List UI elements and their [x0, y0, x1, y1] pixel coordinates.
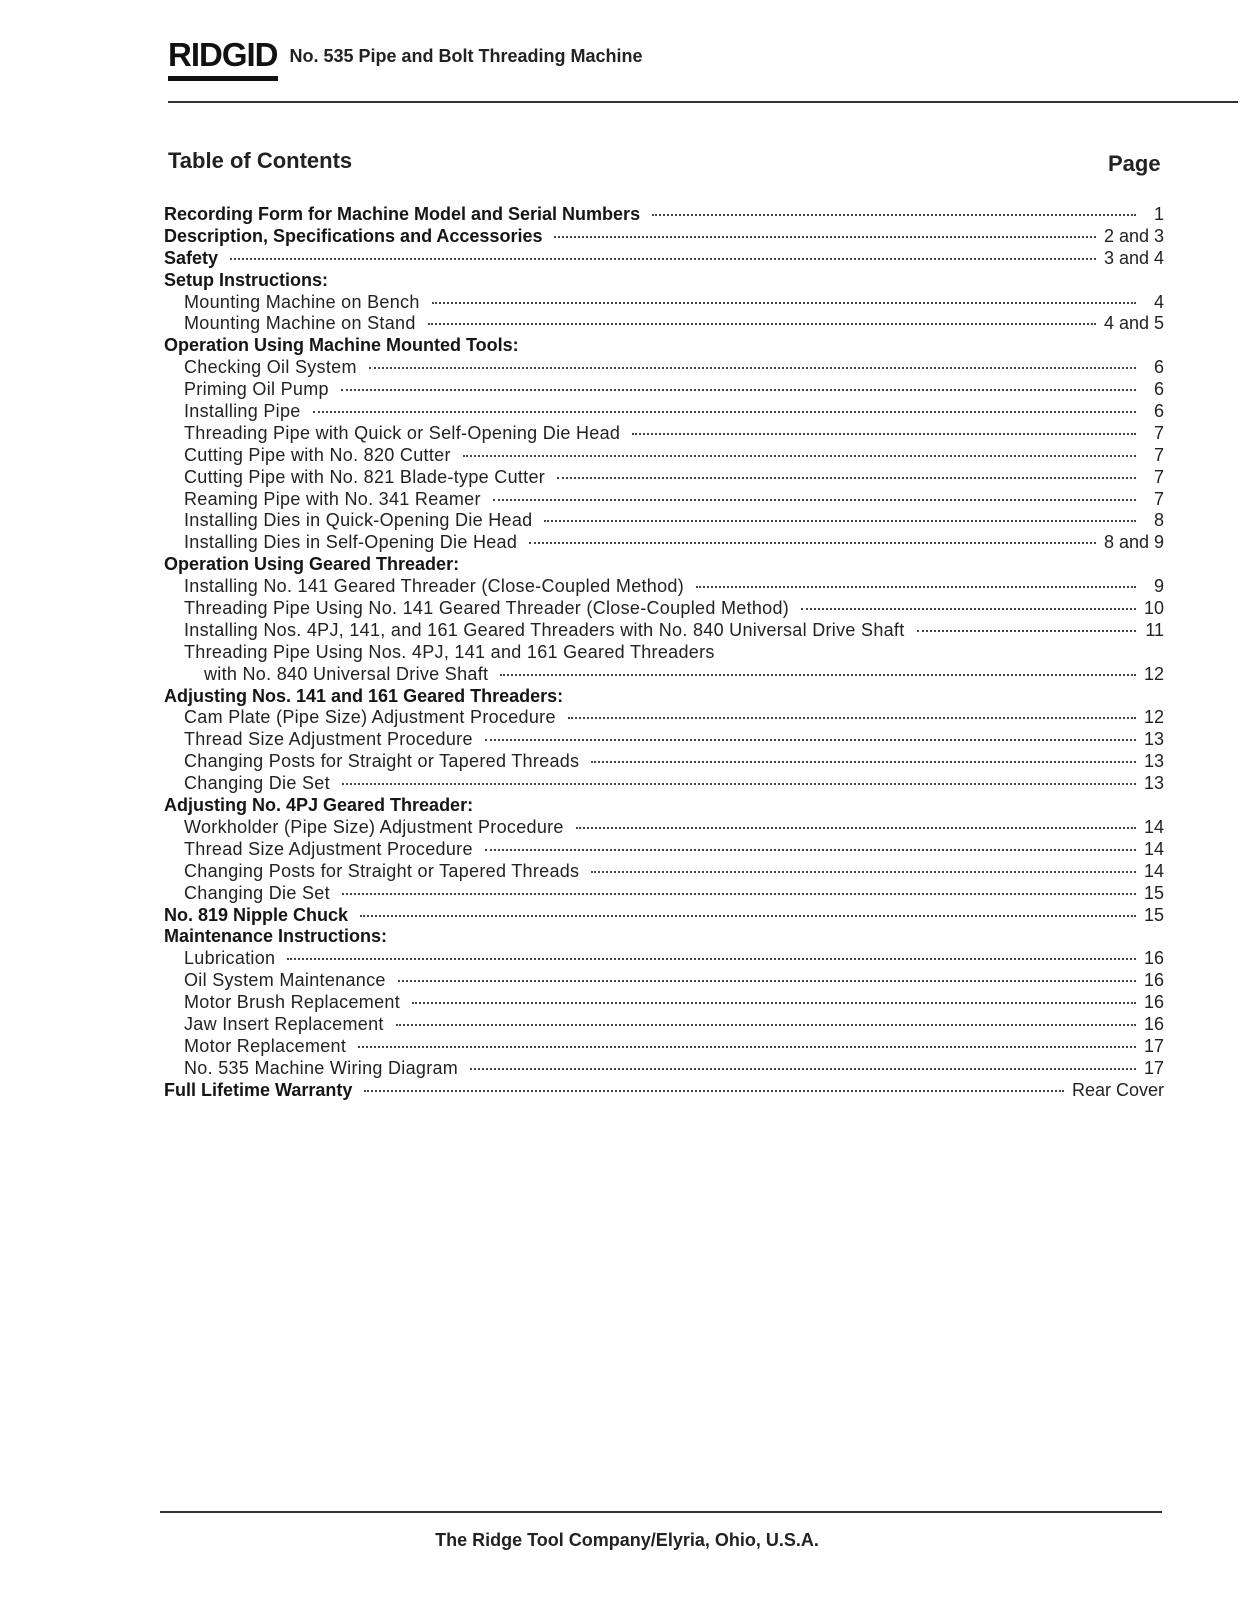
- toc-entry-page: 14: [1143, 860, 1164, 881]
- toc-entry-page: 15: [1143, 882, 1164, 903]
- toc-dot-leader: [544, 520, 1136, 522]
- toc-entry-title: Jaw Insert Replacement: [184, 1013, 384, 1034]
- toc-entry-title: Checking Oil System: [184, 357, 357, 378]
- toc-entry: [164, 270, 1164, 292]
- toc-entry: [164, 948, 1164, 970]
- toc-entry-title: Thread Size Adjustment Procedure: [184, 729, 473, 750]
- toc-dot-leader: [412, 1002, 1136, 1004]
- toc-entry-title: Cutting Pipe with No. 821 Blade-type Cutter: [184, 466, 546, 487]
- toc-entry: [164, 620, 1164, 642]
- toc-entry-page: 7: [1153, 466, 1164, 487]
- toc-entry-title: Changing Posts for Straight or Tapered Threads: [184, 860, 580, 881]
- toc-entry: [164, 642, 1164, 664]
- toc-dot-leader: [398, 980, 1136, 982]
- toc-entry: [164, 313, 1164, 335]
- toc-dot-leader: [576, 827, 1136, 829]
- table-of-contents: [164, 204, 1164, 1102]
- toc-entry-page: 8: [1153, 510, 1164, 531]
- toc-dot-leader: [493, 499, 1136, 501]
- toc-entry: [164, 883, 1164, 905]
- toc-entry: [164, 1014, 1164, 1036]
- toc-entry: [164, 751, 1164, 773]
- brand-logo: [168, 38, 278, 81]
- toc-entry: [164, 905, 1164, 927]
- toc-entry-title: Maintenance Instructions:: [164, 926, 388, 947]
- toc-entry-page: 16: [1143, 992, 1164, 1013]
- toc-entry-page: 12: [1143, 707, 1164, 728]
- toc-entry-title: Changing Posts for Straight or Tapered Threads: [184, 751, 580, 772]
- brand-logo-text: RIDGID: [168, 36, 278, 73]
- toc-entry-page: 3 and 4: [1103, 247, 1164, 268]
- toc-dot-leader: [696, 586, 1136, 588]
- toc-dot-leader: [342, 893, 1136, 895]
- toc-entry-title: Operation Using Machine Mounted Tools:: [164, 335, 519, 356]
- toc-entry: [164, 1080, 1164, 1102]
- toc-entry-title: Oil System Maintenance: [184, 970, 386, 991]
- toc-dot-leader: [358, 1046, 1136, 1048]
- toc-entry-page: 13: [1143, 729, 1164, 750]
- toc-dot-leader: [313, 411, 1136, 413]
- toc-entry: [164, 204, 1164, 226]
- page-header: [168, 38, 643, 81]
- toc-entry-page: 17: [1143, 1057, 1164, 1078]
- toc-dot-leader: [500, 674, 1136, 676]
- toc-entry: [164, 707, 1164, 729]
- toc-entry-title: Threading Pipe Using No. 141 Geared Threader (Close-Coupled Method): [184, 598, 790, 619]
- toc-page-column-heading: Page: [1108, 151, 1161, 176]
- toc-entry: [164, 510, 1164, 532]
- toc-entry-page: Rear Cover: [1071, 1079, 1164, 1100]
- toc-entry-title: Installing Dies in Self-Opening Die Head: [184, 532, 518, 553]
- brand-underline: [168, 76, 278, 81]
- toc-entry-title: Installing No. 141 Geared Threader (Close-Coupled Method): [184, 576, 685, 597]
- toc-entry-page: 16: [1143, 970, 1164, 991]
- toc-entry-title: Lubrication: [184, 948, 276, 969]
- toc-entry-title: No. 819 Nipple Chuck: [164, 904, 349, 925]
- toc-dot-leader: [568, 717, 1136, 719]
- toc-entry-title: Installing Pipe: [184, 401, 301, 422]
- toc-entry: [164, 248, 1164, 270]
- toc-dot-leader: [463, 455, 1136, 457]
- toc-entry-page: 7: [1153, 444, 1164, 465]
- toc-entry-title: with No. 840 Universal Drive Shaft: [204, 663, 489, 684]
- toc-dot-leader: [360, 915, 1136, 917]
- toc-entry-title: Motor Brush Replacement: [184, 992, 400, 1013]
- toc-entry-title: Priming Oil Pump: [184, 379, 329, 400]
- toc-entry-page: 8 and 9: [1103, 532, 1164, 553]
- toc-entry: [164, 379, 1164, 401]
- toc-entry: [164, 423, 1164, 445]
- toc-entry-page: 15: [1143, 904, 1164, 925]
- toc-dot-leader: [396, 1024, 1136, 1026]
- toc-entry-page: 7: [1153, 422, 1164, 443]
- toc-entry-page: 16: [1143, 1013, 1164, 1034]
- toc-entry: [164, 292, 1164, 314]
- toc-entry-title: Changing Die Set: [184, 773, 330, 794]
- toc-entry-title: Full Lifetime Warranty: [164, 1079, 353, 1100]
- toc-entry: [164, 773, 1164, 795]
- toc-entry-title: Description, Specifications and Accessories: [164, 225, 543, 246]
- toc-entry: [164, 664, 1164, 686]
- toc-dot-leader: [342, 783, 1136, 785]
- toc-entry-page: 13: [1143, 751, 1164, 772]
- toc-dot-leader: [554, 236, 1095, 238]
- toc-entry-page: 14: [1143, 838, 1164, 859]
- toc-dot-leader: [591, 871, 1136, 873]
- toc-entry-page: 1: [1153, 204, 1164, 224]
- toc-dot-leader: [917, 630, 1136, 632]
- document-title: No. 535 Pipe and Bolt Threading Machine: [289, 46, 643, 66]
- toc-entry-title: Mounting Machine on Bench: [184, 291, 420, 312]
- toc-entry: [164, 970, 1164, 992]
- toc-entry: [164, 357, 1164, 379]
- toc-entry: [164, 686, 1164, 708]
- toc-entry-page: 11: [1145, 619, 1164, 640]
- toc-entry: [164, 992, 1164, 1014]
- toc-entry-page: 6: [1153, 357, 1164, 378]
- toc-entry: [164, 861, 1164, 883]
- toc-entry: [164, 554, 1164, 576]
- header-divider: [168, 101, 1238, 103]
- toc-dot-leader: [230, 258, 1096, 260]
- toc-entry-title: Thread Size Adjustment Procedure: [184, 838, 473, 859]
- toc-entry: [164, 489, 1164, 511]
- toc-dot-leader: [529, 542, 1096, 544]
- toc-entry-title: Workholder (Pipe Size) Adjustment Procedure: [184, 816, 564, 837]
- toc-dot-leader: [485, 739, 1136, 741]
- toc-dot-leader: [591, 761, 1136, 763]
- toc-dot-leader: [341, 389, 1136, 391]
- toc-entry-page: 9: [1153, 576, 1164, 597]
- toc-entry-title: Threading Pipe Using Nos. 4PJ, 141 and 161 Geared Threaders: [184, 641, 715, 662]
- toc-entry-title: Operation Using Geared Threader:: [164, 554, 460, 575]
- footer-company: The Ridge Tool Company/Elyria, Ohio, U.S.A.: [435, 1530, 819, 1550]
- toc-entry: [164, 335, 1164, 357]
- toc-entry: [164, 532, 1164, 554]
- toc-dot-leader: [801, 608, 1136, 610]
- toc-entry-title: No. 535 Machine Wiring Diagram: [184, 1057, 459, 1078]
- toc-entry-title: Installing Dies in Quick-Opening Die Head: [184, 510, 533, 531]
- toc-dot-leader: [364, 1090, 1064, 1092]
- toc-dot-leader: [470, 1068, 1136, 1070]
- footer-divider: [160, 1511, 1162, 1513]
- toc-dot-leader: [652, 214, 1136, 216]
- toc-entry-title: Cutting Pipe with No. 820 Cutter: [184, 444, 451, 465]
- toc-entry: [164, 839, 1164, 861]
- toc-entry-page: 13: [1143, 773, 1164, 794]
- toc-entry-page: 10: [1143, 598, 1164, 619]
- toc-dot-leader: [632, 433, 1136, 435]
- toc-heading: Table of Contents: [168, 148, 353, 173]
- toc-entry-page: 4 and 5: [1103, 313, 1164, 334]
- toc-entry-title: Cam Plate (Pipe Size) Adjustment Procedure: [184, 707, 556, 728]
- toc-entry-title: Changing Die Set: [184, 882, 330, 903]
- toc-entry-title: Recording Form for Machine Model and Serial Numbers: [164, 204, 641, 224]
- toc-entry-title: Threading Pipe with Quick or Self-Opening Die Head: [184, 422, 621, 443]
- toc-entry: [164, 598, 1164, 620]
- toc-entry-page: 4: [1153, 291, 1164, 312]
- toc-dot-leader: [428, 323, 1096, 325]
- toc-entry-page: 12: [1143, 663, 1164, 684]
- toc-entry-title: Adjusting Nos. 141 and 161 Geared Threaders:: [164, 685, 564, 706]
- toc-entry: [164, 226, 1164, 248]
- toc-dot-leader: [287, 958, 1136, 960]
- toc-dot-leader: [485, 849, 1136, 851]
- toc-entry: [164, 1036, 1164, 1058]
- toc-dot-leader: [369, 367, 1136, 369]
- toc-entry: [164, 729, 1164, 751]
- toc-entry-page: 2 and 3: [1103, 225, 1164, 246]
- toc-entry-page: 6: [1153, 379, 1164, 400]
- toc-entry-page: 17: [1143, 1035, 1164, 1056]
- toc-entry: [164, 467, 1164, 489]
- toc-entry-title: Safety: [164, 247, 219, 268]
- toc-entry: [164, 445, 1164, 467]
- toc-entry-title: Mounting Machine on Stand: [184, 313, 416, 334]
- toc-dot-leader: [432, 302, 1136, 304]
- toc-entry: [164, 817, 1164, 839]
- toc-entry-title: Adjusting No. 4PJ Geared Threader:: [164, 795, 474, 816]
- toc-entry-title: Installing Nos. 4PJ, 141, and 161 Geared Threaders with No. 840 Universal Drive Shaft: [184, 619, 905, 640]
- toc-entry-page: 7: [1153, 488, 1164, 509]
- toc-entry: [164, 1058, 1164, 1080]
- toc-entry-page: 6: [1153, 401, 1164, 422]
- toc-entry-title: Motor Replacement: [184, 1035, 347, 1056]
- toc-entry: [164, 576, 1164, 598]
- toc-entry-title: Setup Instructions:: [164, 269, 329, 290]
- toc-entry: [164, 795, 1164, 817]
- toc-entry: [164, 401, 1164, 423]
- toc-entry-page: 16: [1143, 948, 1164, 969]
- toc-entry-title: Reaming Pipe with No. 341 Reamer: [184, 488, 481, 509]
- toc-entry: [164, 926, 1164, 948]
- toc-dot-leader: [557, 477, 1136, 479]
- toc-entry-page: 14: [1143, 816, 1164, 837]
